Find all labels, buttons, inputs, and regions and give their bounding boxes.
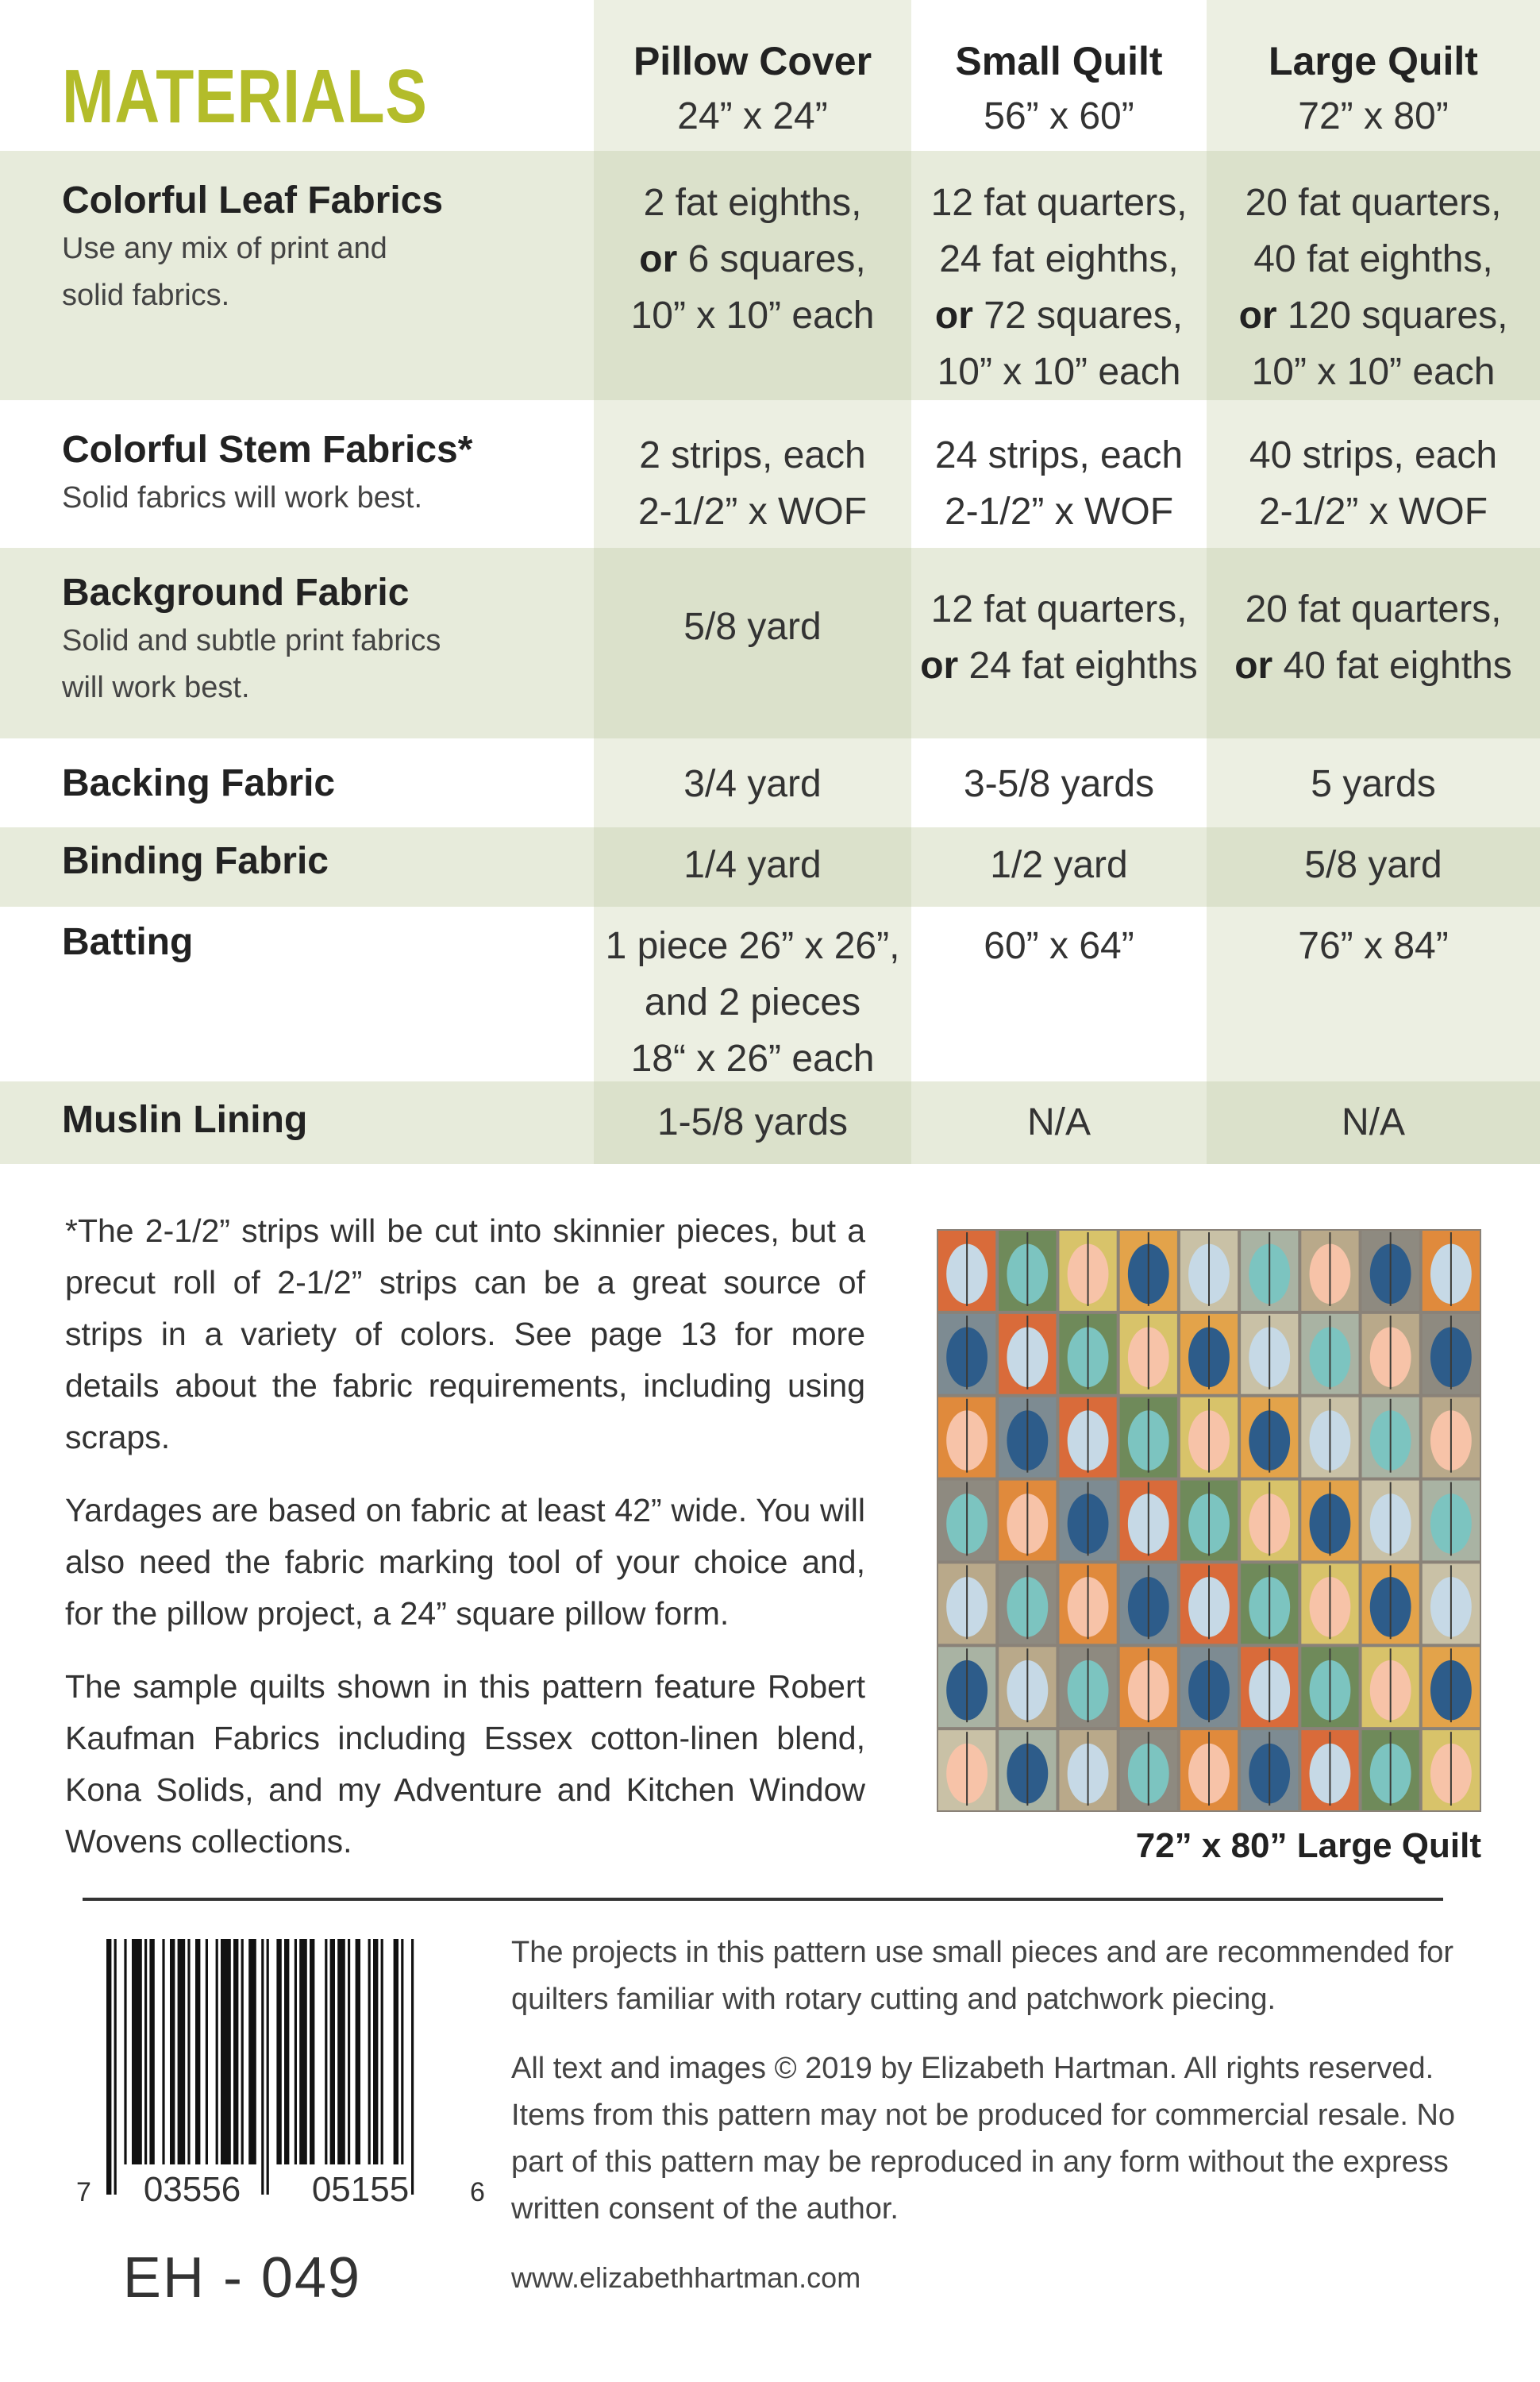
quilt-photo <box>937 1229 1481 1812</box>
quantity-line: or 72 squares, <box>934 295 1184 337</box>
barcode-bar <box>124 1939 126 2164</box>
quantity-line: 1/4 yard <box>683 844 822 886</box>
quantity-line: 5/8 yard <box>1304 844 1442 886</box>
barcode-bar <box>248 1939 256 2164</box>
table-row <box>0 738 1540 827</box>
barcode-bar <box>295 1939 297 2164</box>
barcode-bar <box>411 1939 414 2195</box>
note-paragraph: Yardages are based on fabric at least 42” wide. You will also need the fabric marking tool of your choice and, for the pillow project, a 24” square pillow form. <box>65 1492 865 1632</box>
quantity-line: N/A <box>1026 1101 1091 1143</box>
quantity-line: 3/4 yard <box>683 763 822 805</box>
quantity-line: 5/8 yard <box>683 606 822 648</box>
table-row <box>0 400 1540 548</box>
quantity-line: and 2 pieces <box>644 981 861 1023</box>
barcode-bar <box>299 1939 307 2164</box>
material-description: will work best. <box>62 671 250 704</box>
footer-text <box>511 1929 1456 2255</box>
material-description: solid fabrics. <box>62 279 230 312</box>
divider-rule <box>83 1898 1443 1901</box>
barcode-bar <box>144 1939 147 2164</box>
quantity-line: 24 strips, each <box>934 434 1184 476</box>
quantity-cell <box>911 827 1207 907</box>
quantity-line: 20 fat quarters, <box>1245 182 1502 224</box>
quantity-cell <box>594 548 911 738</box>
material-name: Colorful Stem Fabrics* <box>62 429 473 471</box>
material-description: Solid and subtle print fabrics <box>62 624 441 657</box>
barcode-bar <box>368 1939 371 2164</box>
barcode-bar <box>261 1939 264 2195</box>
material-name-cell <box>0 738 594 827</box>
barcode-bar <box>373 1939 378 2164</box>
quantity-line: or 24 fat eighths <box>920 645 1198 687</box>
quantity-cell <box>594 400 911 548</box>
quantity-line: 12 fat quarters, <box>930 182 1188 224</box>
quantity-line: 1 piece 26” x 26”, <box>605 925 900 967</box>
quantity-cell <box>911 400 1207 548</box>
material-name: Binding Fabric <box>62 840 329 882</box>
material-description: Solid fabrics will work best. <box>62 481 423 515</box>
barcode-bar <box>356 1939 360 2164</box>
quantity-cell <box>1207 151 1540 400</box>
quantity-line: 3-5/8 yards <box>963 763 1155 805</box>
quantity-line: 2 fat eighths, <box>643 182 862 224</box>
quantity-cell <box>594 827 911 907</box>
quantity-line: 2-1/2” x WOF <box>637 491 868 533</box>
quantity-line: 10” x 10” each <box>1251 351 1496 393</box>
barcode-digits-group2: 05155 <box>311 2170 410 2209</box>
quantity-cell <box>911 1081 1207 1164</box>
quantity-line: 76” x 84” <box>1298 925 1449 967</box>
material-name-cell <box>0 907 594 1081</box>
barcode-bar <box>187 1939 190 2164</box>
quantity-cell <box>911 151 1207 400</box>
quantity-cell <box>594 907 911 1081</box>
barcode-bar <box>206 1939 208 2164</box>
table-row <box>0 827 1540 907</box>
barcode-bar <box>106 1939 111 2195</box>
quantity-line: 18“ x 26” each <box>630 1038 875 1080</box>
quantity-cell <box>594 1081 911 1164</box>
quantity-cell <box>911 548 1207 738</box>
quantity-line: 10” x 10” each <box>937 351 1181 393</box>
quilt-caption: 72” x 80” Large Quilt <box>1135 1826 1481 1865</box>
barcode-graphic <box>73 1939 492 2209</box>
quantity-line: 40 strips, each <box>1249 434 1498 476</box>
quantity-cell <box>594 151 911 400</box>
quantity-cell <box>1207 548 1540 738</box>
quilt-illustration <box>937 1229 1481 1812</box>
quantity-line: or 120 squares, <box>1238 295 1508 337</box>
quantity-line: 5 yards <box>1311 763 1436 805</box>
material-name: Colorful Leaf Fabrics <box>62 179 444 222</box>
quantity-line: or 40 fat eighths <box>1234 645 1512 687</box>
table-row <box>0 151 1540 400</box>
quantity-line: or 6 squares, <box>639 238 866 280</box>
material-name: Background Fabric <box>62 572 410 614</box>
quantity-line: 10” x 10” each <box>630 295 875 337</box>
barcode-bar <box>221 1939 231 2164</box>
barcode-digits-group1: 03556 <box>143 2170 241 2209</box>
material-description: Use any mix of print and <box>62 232 387 265</box>
table-row <box>0 1081 1540 1164</box>
table-row <box>0 548 1540 738</box>
barcode-bar <box>267 1939 269 2195</box>
material-name-cell <box>0 400 594 548</box>
barcode-bar <box>394 1939 398 2164</box>
table-header-row <box>0 0 1540 151</box>
barcode-bar <box>178 1939 186 2164</box>
quantity-line: 12 fat quarters, <box>930 588 1188 630</box>
barcode-bar <box>170 1939 175 2164</box>
barcode-bar <box>241 1939 244 2164</box>
quantity-cell <box>911 907 1207 1081</box>
barcode-bar <box>310 1939 314 2164</box>
material-name-cell <box>0 1081 594 1164</box>
quantity-line: 1-5/8 yards <box>656 1101 849 1143</box>
material-name: Batting <box>62 921 194 963</box>
footer-paragraph: All text and images © 2019 by Elizabeth Hartman. All rights reserved. Items from this pattern may not be produced for commercial resale. No part of this pattern may be reproduced in any form without the express written consent of the author. <box>511 2052 1456 2226</box>
quantity-line: 2-1/2” x WOF <box>1258 491 1488 533</box>
materials-table <box>0 0 1540 1164</box>
footer-paragraph: The projects in this pattern use small pieces and are recommended for quilters familiar with rotary cutting and patchwork piecing. <box>511 1936 1454 2016</box>
material-name-cell <box>0 151 594 400</box>
quantity-cell <box>594 738 911 827</box>
barcode-bar <box>195 1939 200 2164</box>
quantity-cell <box>911 738 1207 827</box>
barcode-bar <box>233 1939 238 2164</box>
note-paragraph: The sample quilts shown in this pattern feature Robert Kaufman Fabrics including Essex cotton-linen blend, Kona Solids, and my Adventure and Kitchen Window Wovens collections. <box>65 1668 865 1860</box>
quantity-line: 1/2 yard <box>990 844 1128 886</box>
barcode-bar <box>132 1939 142 2164</box>
quantity-cell <box>1207 738 1540 827</box>
notes-section <box>65 1205 865 1889</box>
barcode-bar <box>149 1939 154 2164</box>
barcode-bar <box>348 1939 350 2164</box>
quantity-line: N/A <box>1341 1101 1405 1143</box>
barcode-digit-right: 6 <box>470 2177 485 2207</box>
column-header-pillow: Pillow Cover 24” x 24” <box>594 0 911 151</box>
barcode-bar <box>114 1939 117 2195</box>
column-header-small-quilt: Small Quilt 56” x 60” <box>911 0 1207 151</box>
barcode-bar <box>284 1939 289 2164</box>
material-name-cell <box>0 548 594 738</box>
quantity-line: 40 fat eighths, <box>1253 238 1493 280</box>
quantity-line: 24 fat eighths, <box>939 238 1179 280</box>
barcode-bar <box>337 1939 345 2164</box>
quantity-line: 20 fat quarters, <box>1245 588 1502 630</box>
pattern-code: EH - 049 <box>122 2246 362 2310</box>
material-name: Backing Fabric <box>62 762 336 804</box>
barcode-bar <box>162 1939 164 2164</box>
barcode-bar <box>401 1939 403 2164</box>
column-header-large-quilt: Large Quilt 72” x 80” <box>1207 0 1540 151</box>
materials-title: MATERIALS <box>62 54 428 139</box>
quantity-line: 60” x 64” <box>984 925 1134 967</box>
barcode-bar <box>216 1939 218 2164</box>
quantity-line: 2 strips, each <box>639 434 866 476</box>
quantity-line: 2-1/2” x WOF <box>944 491 1174 533</box>
material-name: Muslin Lining <box>62 1099 308 1141</box>
table-row <box>0 907 1540 1081</box>
quantity-cell <box>1207 1081 1540 1164</box>
quantity-cell <box>1207 907 1540 1081</box>
website-url[interactable]: www.elizabethhartman.com <box>511 2261 861 2294</box>
material-name-cell <box>0 827 594 907</box>
barcode-digit-left: 7 <box>76 2177 91 2207</box>
barcode-bar <box>381 1939 383 2164</box>
note-paragraph: *The 2-1/2” strips will be cut into skinnier pieces, but a precut roll of 2-1/2” strips can be a great source of strips in a variety of colors. See page 13 for more details about the fabric requirements, including using scraps. <box>65 1212 865 1455</box>
barcode-bar <box>276 1939 281 2164</box>
barcode-bar <box>325 1939 327 2164</box>
quantity-cell <box>1207 827 1540 907</box>
barcode-bar <box>330 1939 335 2164</box>
quantity-cell <box>1207 400 1540 548</box>
